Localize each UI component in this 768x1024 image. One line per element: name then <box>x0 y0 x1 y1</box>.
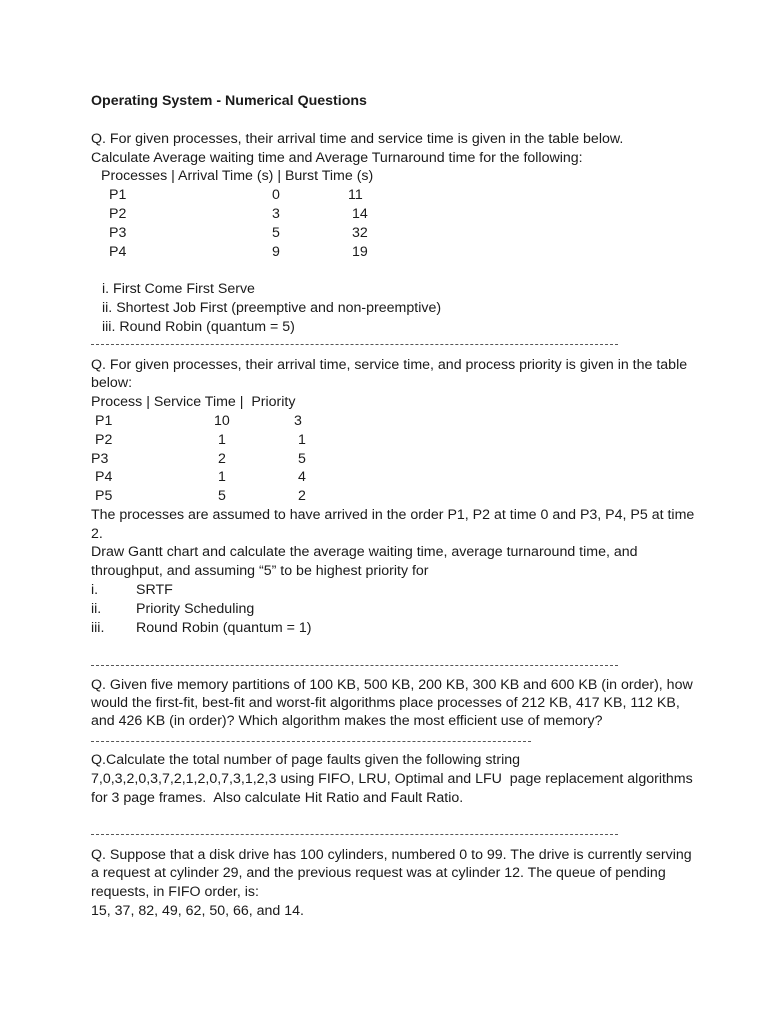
q2-line-1: Q. For given processes, their arrival time, service time, and process priority is given in the table <box>91 357 688 373</box>
q4-line-1: Q.Calculate the total number of page faults given the following string <box>91 752 521 768</box>
q2-item-3-text: Round Robin (quantum = 1) <box>136 620 312 636</box>
q2-row-3-service: 2 <box>218 451 226 467</box>
q2-row-5-service: 5 <box>218 488 226 504</box>
q1-item-3: iii. Round Robin (quantum = 5) <box>102 319 295 335</box>
q1-line-1: Q. For given processes, their arrival time and service time is given in the table below. <box>91 131 624 147</box>
q2-row-3-priority: 5 <box>298 451 306 467</box>
q2-item-1-number: i. <box>91 582 99 598</box>
q2-item-2-number: ii. <box>91 601 102 617</box>
q1-row-1-burst: 11 <box>348 187 363 203</box>
q2-item-2-text: Priority Scheduling <box>136 601 255 617</box>
q2-arrival-line-1: The processes are assumed to have arrived in the order P1, P2 at time 0 and P3, P4, P5 at time <box>91 507 695 523</box>
q2-row-1-service: 10 <box>214 413 230 429</box>
q1-row-4-process: P4 <box>109 244 127 260</box>
q1-row-2-burst: 14 <box>352 206 368 222</box>
q3-line-2: would the first-fit, best-fit and worst-fit algorithms place processes of 212 KB, 417 KB, 112 KB, <box>91 695 680 711</box>
q2-row-4-priority: 4 <box>298 469 306 485</box>
q2-row-4-process: P4 <box>95 469 113 485</box>
q2-row-4-service: 1 <box>218 469 226 485</box>
q1-row-4-arrival: 9 <box>272 244 280 260</box>
q2-line-2: below: <box>91 375 133 391</box>
q1-line-2: Calculate Average waiting time and Average Turnaround time for the following: <box>91 150 583 166</box>
q2-row-1-priority: 3 <box>294 413 302 429</box>
q2-row-5-process: P5 <box>95 488 113 504</box>
q2-arrival-line-2: 2. <box>91 526 103 542</box>
q5-line-4: 15, 37, 82, 49, 62, 50, 66, and 14. <box>91 903 304 919</box>
q1-row-2-arrival: 3 <box>272 206 280 222</box>
section-divider <box>91 344 618 345</box>
q2-row-5-priority: 2 <box>298 488 306 504</box>
q4-line-3: for 3 page frames. Also calculate Hit Ratio and Fault Ratio. <box>91 790 464 806</box>
section-divider <box>91 834 618 835</box>
q2-row-2-service: 1 <box>218 432 226 448</box>
page-title: Operating System - Numerical Questions <box>91 93 367 109</box>
q2-item-1-text: SRTF <box>136 582 173 598</box>
q3-line-1: Q. Given five memory partitions of 100 KB, 500 KB, 200 KB, 300 KB and 600 KB (in order), how <box>91 677 693 693</box>
q5-line-2: a request at cylinder 29, and the previous request was at cylinder 12. The queue of pending <box>91 865 666 881</box>
q1-row-3-process: P3 <box>109 225 127 241</box>
q1-table-header: Processes | Arrival Time (s) | Burst Time (s) <box>101 168 374 184</box>
q1-row-1-arrival: 0 <box>272 187 280 203</box>
q1-item-1: i. First Come First Serve <box>102 281 255 297</box>
q1-row-3-burst: 32 <box>352 225 368 241</box>
q5-line-1: Q. Suppose that a disk drive has 100 cylinders, numbered 0 to 99. The drive is currently serving <box>91 847 692 863</box>
q4-line-2: 7,0,3,2,0,3,7,2,1,2,0,7,3,1,2,3 using FIFO, LRU, Optimal and LFU page replacement algorithms <box>91 771 693 787</box>
q3-line-3: and 426 KB (in order)? Which algorithm makes the most efficient use of memory? <box>91 713 603 729</box>
q1-row-4-burst: 19 <box>352 244 368 260</box>
q2-row-3-process: P3 <box>91 451 109 467</box>
section-divider <box>91 741 531 742</box>
q1-row-3-arrival: 5 <box>272 225 280 241</box>
q1-item-2: ii. Shortest Job First (preemptive and non-preemptive) <box>102 300 442 316</box>
q2-row-1-process: P1 <box>95 413 113 429</box>
q5-line-3: requests, in FIFO order, is: <box>91 884 259 900</box>
q2-row-2-priority: 1 <box>298 432 306 448</box>
q2-draw-line-2: throughput, and assuming “5” to be highest priority for <box>91 563 429 579</box>
q2-draw-line-1: Draw Gantt chart and calculate the average waiting time, average turnaround time, and <box>91 544 638 560</box>
section-divider <box>91 665 618 666</box>
q1-row-2-process: P2 <box>109 206 127 222</box>
q2-row-2-process: P2 <box>95 432 113 448</box>
q1-row-1-process: P1 <box>109 187 127 203</box>
q2-table-header: Process | Service Time | Priority <box>91 394 296 410</box>
q2-item-3-number: iii. <box>91 620 105 636</box>
